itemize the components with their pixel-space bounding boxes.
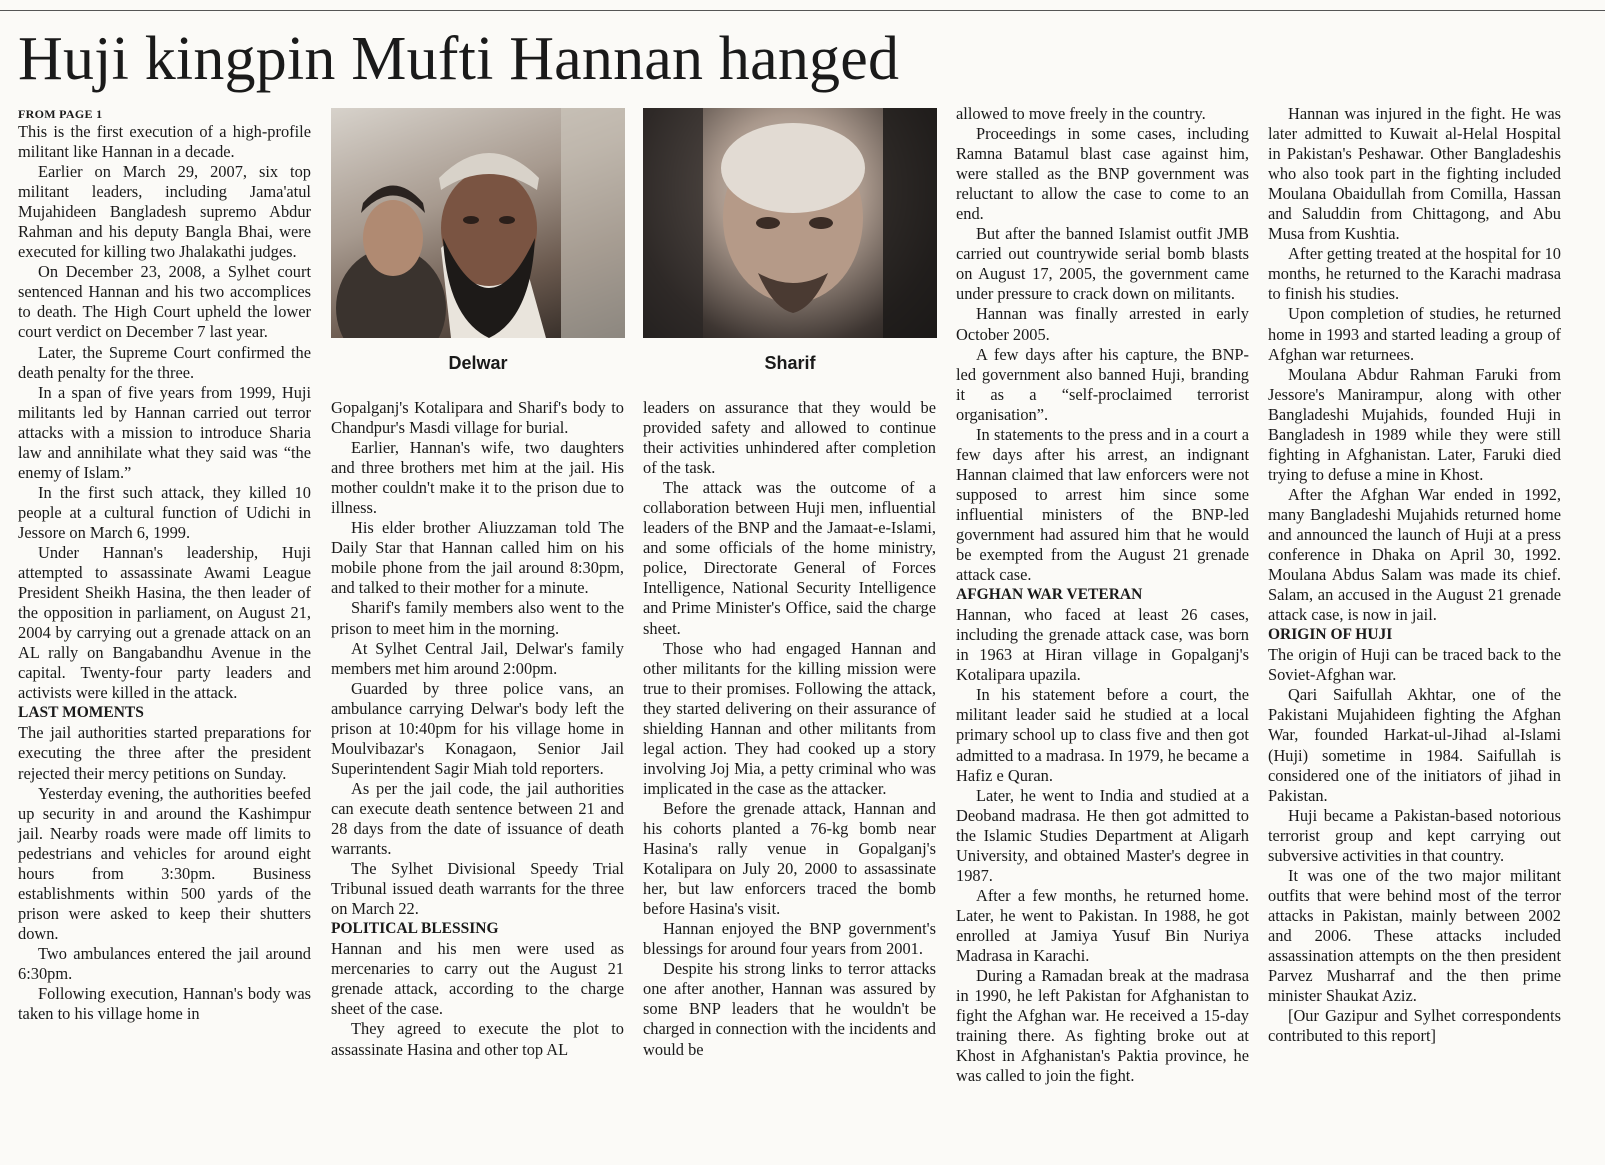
paragraph: allowed to move freely in the country. — [956, 104, 1206, 123]
photo-sharif — [643, 108, 937, 338]
paragraph: Moulana Abdur Rahman Faruki from Jessore's Manirampur, along with other Bangladeshi Mujahids, founded Huji in Bangladesh in 1989 while they were still fighting in Afghanistan. Later, Faruki died trying to defuse a mine in Khost. — [1268, 364, 1561, 484]
paragraph: This is the first execution of a high-profile militant like Hannan in a decade. — [18, 122, 311, 162]
paragraph: A few days after his capture, the BNP-led government also banned Huji, branding it as a “self-proclaimed terrorist organisation”. — [956, 344, 1249, 424]
top-rule — [0, 10, 1605, 11]
paragraph: Hannan enjoyed the BNP government's blessings for around four years from 2001. — [643, 919, 936, 959]
paragraph: They agreed to execute the plot to assassinate Hasina and other top AL — [331, 1019, 624, 1059]
paragraph: Gopalganj's Kotalipara and Sharif's body to Chandpur's Masdi village for burial. — [331, 398, 624, 438]
paragraph: As per the jail code, the jail authorities can execute death sentence between 21 and 28 days from the date of issuance of death warrants. — [331, 778, 624, 859]
paragraph: It was one of the two major militant outfits that were behind most of the terror attacks in Pakistan, mainly between 2002 and 2006. These attacks included assassination attempts on the then president Parvez Musharraf and the then prime minister Shaukat Aziz. — [1268, 865, 1561, 1006]
paragraph: Yesterday evening, the authorities beefed up security in and around the Kashimpur jail. Nearby roads were made off limits to pedestrians and vehicles for around eight hours from 3:30pm. Business establishments within 500 yards of the prison were asked to keep their shutters down. — [18, 783, 311, 943]
paragraph: After getting treated at the hospital for 10 months, he returned to the Karachi madrasa to finish his studies. — [1268, 244, 1561, 304]
paragraph: Later, the Supreme Court confirmed the death penalty for the three. — [18, 342, 311, 382]
subhead-last-moments: LAST MOMENTS — [18, 704, 144, 722]
paragraph: Hannan was finally arrested in early October 2005. — [956, 304, 1249, 344]
paragraph: Huji became a Pakistan-based notorious terrorist group and kept carrying out subversive activities in that country. — [1268, 805, 1561, 865]
paragraph: Under Hannan's leadership, Huji attempted to assassinate Awami League President Sheikh Hasina, the then leader of the opposition in parliament, on August 21, 2004 by carrying out a grenade attack on an AL rally on Bangabandhu Avenue in the capital. Twenty-four party leaders and activists were killed in the attack. — [18, 542, 311, 703]
paragraph: Sharif's family members also went to the prison to meet him in the morning. — [331, 598, 624, 638]
paragraph: The jail authorities started preparations for executing the three after the president rejected their mercy petitions on Sunday. — [18, 723, 311, 783]
article-column-5 — [1268, 104, 1561, 1046]
paragraph: On December 23, 2008, a Sylhet court sentenced Hannan and his two accomplices to death. The High Court upheld the lower court verdict on December 7 last year. — [18, 262, 311, 342]
article-column-2 — [331, 398, 624, 1060]
paragraph: Those who had engaged Hannan and other militants for the killing mission were true to their promises. Following the attack, they started delivering on their assurance of shielding Hannan and other militants from legal action. They had cooked up a story involving Joj Mia, a petty criminal who was implicated in the case as the attacker. — [643, 638, 936, 798]
paragraph: At Sylhet Central Jail, Delwar's family members met him around 2:00pm. — [331, 638, 624, 678]
paragraph: Despite his strong links to terror attacks one after another, Hannan was assured by some BNP leaders that he wouldn't be charged in connection with the incidents and would be — [643, 959, 936, 1059]
photo-caption-delwar: Delwar — [448, 353, 508, 373]
paragraph: Earlier, Hannan's wife, two daughters and three brothers met him at the jail. His mother couldn't make it to the prison due to illness. — [331, 438, 624, 518]
subhead-political-blessing: POLITICAL BLESSING — [331, 920, 499, 938]
paragraph: Guarded by three police vans, an ambulance carrying Delwar's body left the prison at 10:40pm for his village home in Moulvibazar's Konagaon, Senior Jail Superintendent Sagir Miah told reporters. — [331, 678, 624, 778]
paragraph: After the Afghan War ended in 1992, many Bangladeshi Mujahids returned home and announced the launch of Huji at a press conference in Dhaka on April 30, 1992. Moulana Abdus Salam was made its chief. Salam, an accused in the August 21 grenade attack case, is now in jail. — [1268, 484, 1561, 625]
paragraph: leaders on assurance that they would be provided safety and allowed to continue their activities unhindered after completion of the task. — [643, 398, 936, 478]
paragraph: Two ambulances entered the jail around 6:30pm. — [18, 943, 311, 983]
subhead-origin-of-huji: ORIGIN OF HUJI — [1268, 626, 1393, 644]
paragraph: Earlier on March 29, 2007, six top militant leaders, including Jama'atul Mujahideen Bangladesh supremo Abdur Rahman and his deputy Bangla Bhai, were executed for killing two Jhalakathi judges. — [18, 162, 311, 262]
article-column-4 — [956, 104, 1249, 1086]
paragraph: Upon completion of studies, he returned home in 1993 and started leading a group of Afghan war returnees. — [1268, 304, 1561, 364]
paragraph: The attack was the outcome of a collaboration between Huji men, influential leaders of the BNP and the Jamaat-e-Islami, and some officials of the home ministry, police, Directorate General of Forces Intelligence, National Security Intelligence and Prime Minister's Office, said the charge sheet. — [643, 478, 936, 638]
article-column-3 — [643, 398, 936, 1060]
paragraph: In the first such attack, they killed 10 people at a cultural function of Udichi in Jessore on March 6, 1999. — [18, 482, 311, 542]
jump-label: FROM PAGE 1 — [18, 107, 103, 121]
paragraph: In a span of five years from 1999, Huji militants led by Hannan carried out terror attacks with a mission to introduce Sharia law and annihilate what they said was “the enemy of Islam.” — [18, 382, 311, 482]
paragraph: Following execution, Hannan's body was taken to his village home in — [18, 984, 311, 1024]
paragraph: After a few months, he returned home. Later, he went to Pakistan. In 1988, he got enrolled at Jamiya Yusuf Bin Nuriya Madrasa in Karachi. — [956, 885, 1249, 965]
paragraph: Hannan was injured in the fight. He was later admitted to Kuwait al-Helal Hospital in Pakistan's Peshawar. Other Bangladeshis who also took part in the fighting included Moulana Obaidullah from Comilla, Hassan and Saluddin from Chittagong, and Abu Musa from Kushtia. — [1268, 104, 1561, 244]
paragraph: Proceedings in some cases, including Ramna Batamul blast case against him, were stalled as the BNP government was reluctant to allow the case to come to an end. — [956, 124, 1249, 224]
paragraph: Before the grenade attack, Hannan and his cohorts planted a 76-kg bomb near Hasina's rally venue in Gopalganj's Kotalipara on July 20, 2000 to assassinate her, but law enforcers traced the bomb before Hasina's visit. — [643, 798, 936, 919]
paragraph: Qari Saifullah Akhtar, one of the Pakistani Mujahideen fighting the Afghan War, founded Harkat-ul-Jihad al-Islami (Huji) sometime in 1984. Saifullah is considered one of the initiators of jihad in Pakistan. — [1268, 685, 1561, 805]
paragraph: His elder brother Aliuzzaman told The Daily Star that Hannan called him on his mobile phone from the jail around 8:30pm, and talked to their mother for a minute. — [331, 518, 624, 598]
paragraph: The origin of Huji can be traced back to the Soviet-Afghan war. — [1268, 645, 1561, 685]
paragraph: But after the banned Islamist outfit JMB carried out countrywide serial bomb blasts on August 17, 2005, the government came under pressure to crack down on militants. — [956, 224, 1249, 304]
headline: Huji kingpin Mufti Hannan hanged — [18, 25, 900, 93]
paragraph: During a Ramadan break at the madrasa in 1990, he left Pakistan for Afghanistan to fight the Afghan war. He received a 15-day training there. As fighting broke out at Khost in Afghanistan's Paktia province, he was called to join the fight. — [956, 966, 1249, 1086]
portrait-photo-icon — [643, 108, 937, 338]
paragraph: The Sylhet Divisional Speedy Trial Tribunal issued death warrants for the three on March 22. — [331, 859, 624, 919]
photo-delwar — [331, 108, 625, 338]
paragraph: In statements to the press and in a court a few days after his arrest, an indignant Hannan claimed that law enforcers were not supposed to arrest him since some influential ministers of the BNP-led government had assured him that he would be exempted from the August 21 grenade attack case. — [956, 424, 1249, 585]
contributor-note: [Our Gazipur and Sylhet correspondents contributed to this report] — [1268, 1006, 1561, 1046]
paragraph: In his statement before a court, the militant leader said he studied at a local primary school up to class five and then got admitted to a madrasa. In 1979, he became a Hafiz e Quran. — [956, 685, 1249, 785]
article-column-1 — [18, 106, 311, 1024]
portrait-photo-icon — [331, 108, 625, 338]
paragraph: Later, he went to India and studied at a Deoband madrasa. He then got admitted to the Islamic Studies Department at Aligarh University, and obtained Master's degree in 1987. — [956, 785, 1249, 885]
paragraph: Hannan, who faced at least 26 cases, including the grenade attack case, was born in 1963 at Hiran village in Gopalganj's Kotalipara upazila. — [956, 605, 1249, 685]
photo-caption-sharif: Sharif — [764, 353, 816, 373]
subhead-afghan-war-veteran: AFGHAN WAR VETERAN — [956, 586, 1143, 604]
paragraph: Hannan and his men were used as mercenaries to carry out the August 21 grenade attack, according to the charge sheet of the case. — [331, 939, 624, 1019]
